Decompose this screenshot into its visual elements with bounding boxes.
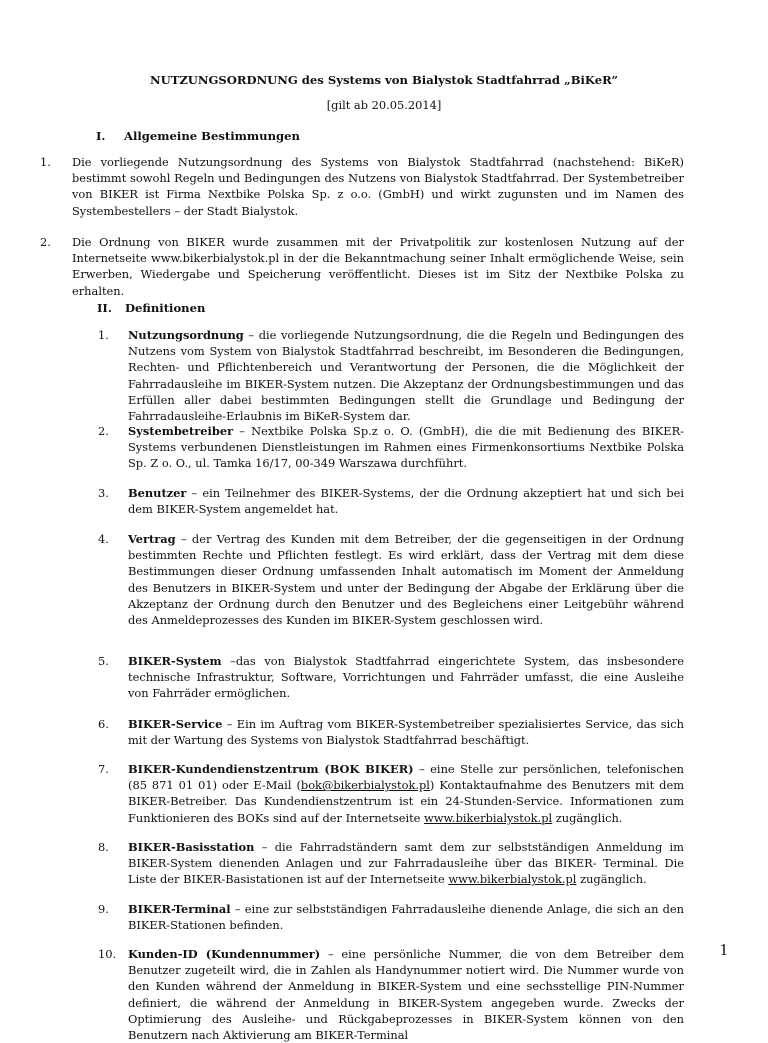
definition-term: Systembetreiber — [128, 424, 234, 438]
definition-text: zugänglich. — [576, 872, 647, 887]
definition-item — [98, 761, 685, 826]
definition-item — [98, 946, 684, 1043]
definition-text: – die Fahrradständern samt dem zur selbstständigen Anmeldung im BIKER-System dienenden Anlagen und zur Fahrradausleihe über das BIKER- Terminal. Die Liste der BIKER-Basistationen ist auf der Internetseite — [128, 840, 684, 887]
item-number: 10. — [98, 947, 117, 961]
definition-term: BIKER-Kundendienstzentrum (BOK BIKER) — [128, 762, 414, 776]
website-link[interactable]: www.bikerbialystok.pl — [424, 810, 553, 825]
item-number: 6. — [98, 717, 109, 731]
item-number: 9. — [98, 902, 109, 916]
item-number: 1. — [40, 155, 51, 169]
definition-item — [98, 531, 684, 628]
definition-item — [98, 901, 684, 933]
definition-term: Nutzungsordnung — [128, 328, 244, 342]
item-number: 5. — [98, 654, 109, 668]
item-number: 2. — [98, 424, 109, 438]
definition-text: ) Kontaktaufnahme des Benutzers mit dem BIKER-Betreiber. Das Kundendienstzentrum ist ein 24-Stunden-Service. Informationen zum Funktionieren des BOKs sind auf der Internetseite — [128, 778, 684, 825]
item-number: 1. — [98, 328, 109, 342]
definition-item — [98, 327, 684, 424]
definition-item — [98, 485, 684, 517]
definition-item — [98, 423, 684, 472]
email-link[interactable]: bok@bikerbialystok.pl — [300, 778, 430, 793]
item-text: Die vorliegende Nutzungsordnung des Systems von Bialystok Stadtfahrrad (nachstehend: BiKeR) bestimmt sowohl Regeln und Bedingungen des Nutzens von Bialystok Stadtfahrrad. Der Systembetreiber von BIKER ist Firma Nextbike Polska Sp. z o.o. (GmbH) und wirkt zugunsten und im Namen des Systembestellers – der Stadt Bialystok. — [72, 155, 684, 218]
page-number: 1 — [719, 940, 728, 959]
definition-term: BIKER-Terminal — [128, 902, 231, 916]
definition-text: – Ein im Auftrag vom BIKER-Systembetreiber spezialisiertes Service, das sich mit der Wartung des Systems von Bialystok Stadtfahrrad beschäftigt. — [128, 717, 684, 748]
definition-term: Kunden-ID (Kundennummer) — [128, 947, 321, 961]
definition-term: BIKER-Service — [128, 717, 223, 731]
item-number: 3. — [98, 486, 109, 500]
section-title: Definitionen — [125, 301, 206, 315]
definition-text: – eine zur selbstständigen Fahrradausleihe dienende Anlage, die sich an den BIKER-Stationen befinden. — [128, 902, 684, 933]
definition-text: – eine persönliche Nummer, die von dem Betreiber dem Benutzer zugeteilt wird, die in Zahlen als Handynummer notiert wird. Die Nummer wurde von den Kunden während der Anmeldung in BIKER-System und eine sechsstellige PIN-Nummer definiert, die während der Anmeldung in BIKER-System angegeben wurde. Zwecks der Optimierung des Ausleihe- und Rückgabeprozesses in BIKER-System können von den Benutzern nach Aktivierung am BIKER-Terminal — [128, 947, 684, 1043]
definition-text: – der Vertrag des Kunden mit dem Betreiber, der die gegenseitigen in der Ordnung bestimmten Rechte und Pflichten festlegt. Es wird erklärt, dass der Vertrag mit dem diese Bestimmungen dieser Ordnung umfassenden Inhalt automatisch im Moment der Anmeldung des Benutzers in BIKER-System und unter der Bedingung der Abgabe der Erklärung über die Akzeptanz der Ordnung durch den Benutzer und des Begleichens einer Leitgebühr während des Anmeldeprozesses des Kunden im BIKER-System geschlossen wird. — [128, 532, 684, 628]
website-link[interactable]: www.bikerbialystok.pl — [448, 872, 577, 887]
document-subtitle: [gilt ab 20.05.2014] — [326, 98, 442, 112]
item-number: 8. — [98, 840, 109, 854]
definition-term: Vertrag — [128, 532, 176, 546]
definition-text: – die vorliegende Nutzungsordnung, die die Regeln und Bedingungen des Nutzens vom System von Bialystok Stadtfahrrad beschreibt, im Besonderen die Bedingungen, Rechten- und Pflichtenbereich und Verantwortung der Personen, die die Möglichkeit der Fahrradausleihe im BIKER-System nutzen. Die Akzeptanz der Ordnungsbestimmungen und das Erfüllen aller dabei bestimmten Bedingungen stellt die Grundlage und Bedingung der Fahrradausleihe-Erlaubnis im BiKeR-System dar. — [128, 328, 684, 424]
item-text: Die Ordnung von BIKER wurde zusammen mit der Privatpolitik zur kostenlosen Nutzung auf der Internetseite www.bikerbialystok.pl in der die Bekanntmachung seiner Inhalt ermöglichende Weise, sein Erwerben, Wiedergabe und Speicherung veröffentlicht. Dieses ist im Sitz der Nextbike Polska zu erhalten. — [72, 235, 684, 298]
document-title: NUTZUNGSORDNUNG des Systems von Bialystok Stadtfahrrad „BiKeR” — [150, 73, 618, 87]
definition-text: – Nextbike Polska Sp.z o. O. (GmbH), die die mit Bedienung des BIKER-Systems verbundenen Dienstleistungen im Rahmen eines Firmenkonsortiums Nextbike Polska Sp. Z o. O., ul. Tamka 16/17, 00-349 Warszawa durchführt. — [128, 424, 684, 471]
general-item-2 — [40, 234, 684, 299]
definition-text: – ein Teilnehmer des BIKER-Systems, der die Ordnung akzeptiert hat und sich bei dem BIKER-System angemeldet hat. — [128, 486, 684, 517]
general-item-1 — [40, 154, 684, 219]
item-number: 4. — [98, 532, 109, 546]
definition-item — [98, 839, 684, 888]
section-number: I. — [96, 129, 106, 143]
definition-term: BIKER-Basisstation — [128, 840, 255, 854]
definition-term: BIKER-System — [128, 654, 222, 668]
definition-text: –das von Bialystok Stadtfahrrad eingerichtete System, das insbesondere technische Infrastruktur, Software, Vorrichtungen und Fahrräder umfasst, die eine Ausleihe von Fahrräder ermöglichen. — [128, 654, 684, 701]
section-heading-definitions — [97, 300, 205, 316]
definition-term: Benutzer — [128, 486, 187, 500]
section-number: II. — [97, 301, 112, 315]
section-heading-general — [96, 128, 300, 144]
item-number: 2. — [40, 235, 51, 249]
definition-item — [98, 716, 684, 748]
definition-text: zugänglich. — [552, 810, 623, 825]
definition-item — [98, 653, 684, 702]
item-number: 7. — [98, 762, 109, 776]
section-title: Allgemeine Bestimmungen — [124, 129, 300, 143]
definition-text: – eine Stelle zur persönlichen, telefonischen (85 871 01 01) oder E-Mail ( — [128, 762, 685, 793]
